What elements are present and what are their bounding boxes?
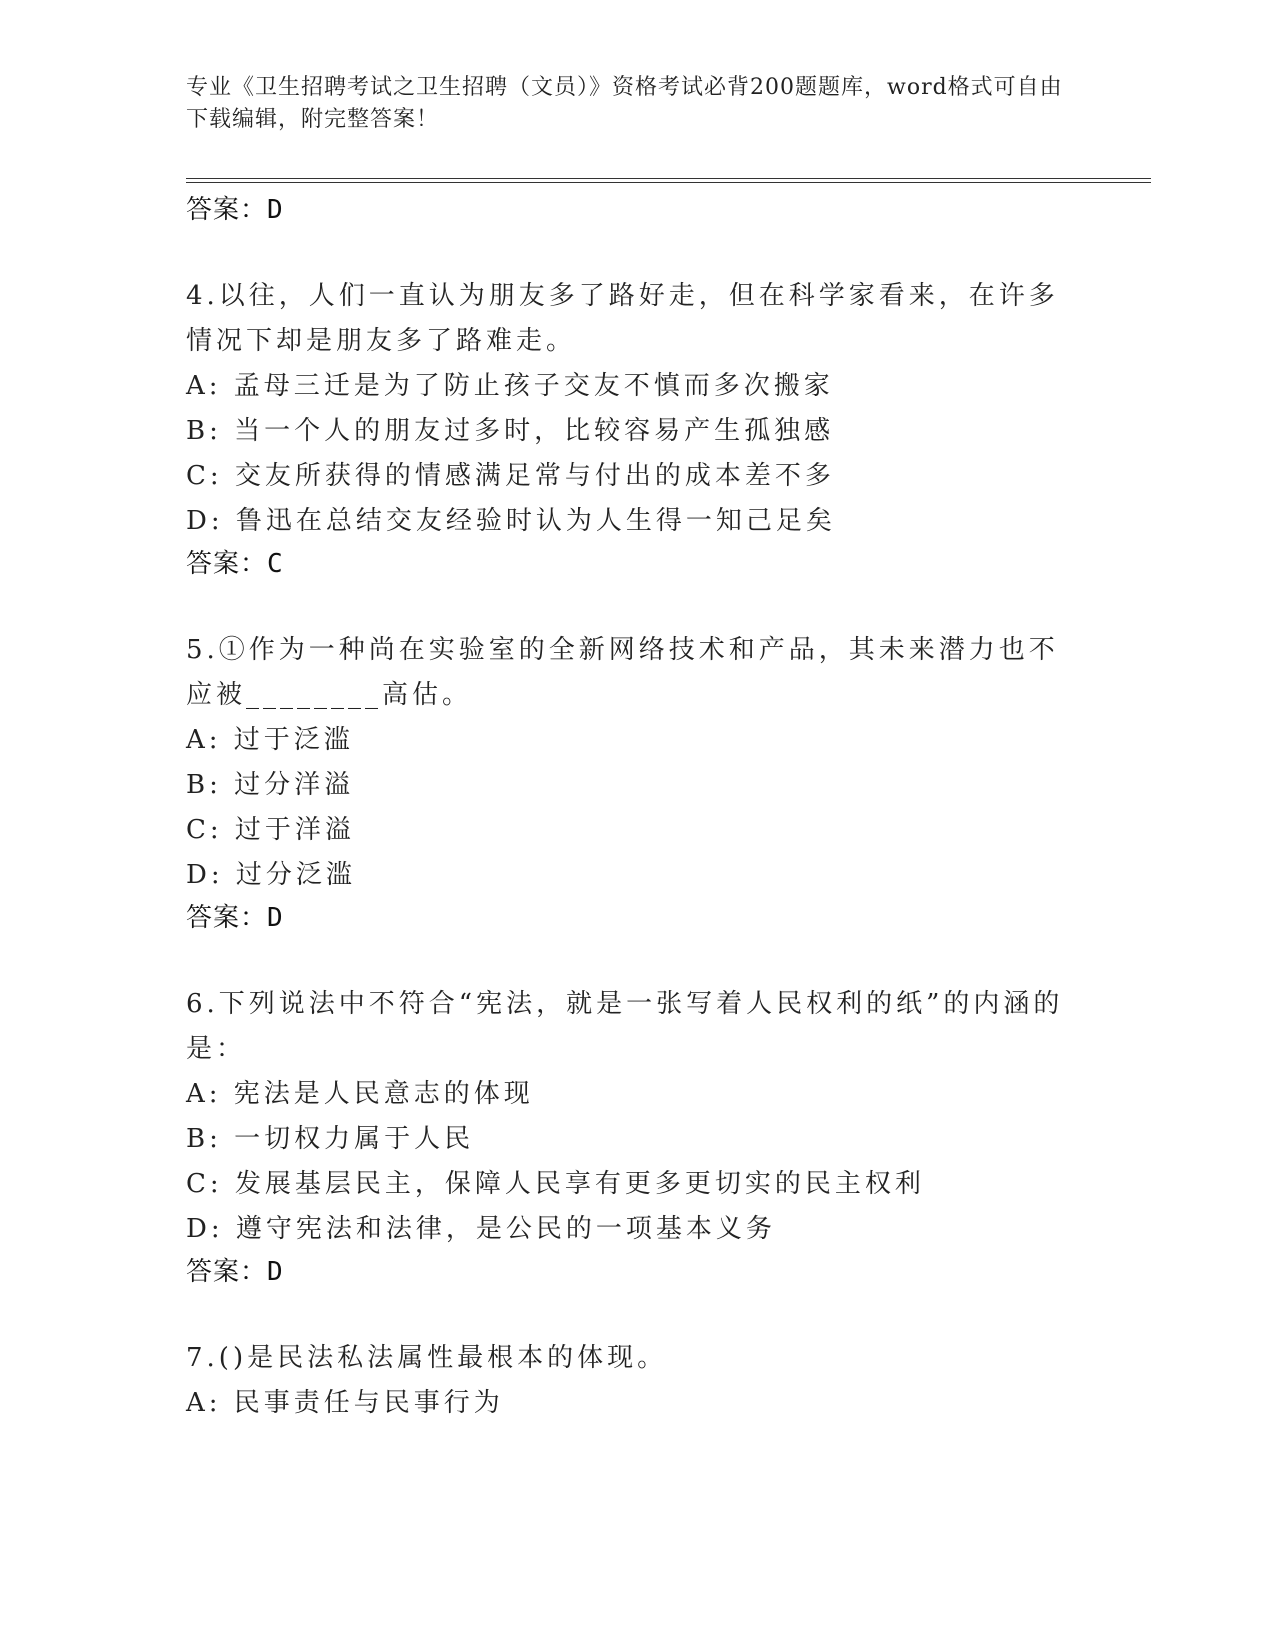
answer-line: [186, 898, 1086, 938]
spacer: [186, 584, 1086, 628]
option-c: C: 交友所获得的情感满足常与付出的成本差不多: [186, 461, 835, 491]
answer-value: D: [267, 195, 284, 225]
answer-line: [186, 544, 1086, 584]
header-rule-bottom: [186, 182, 1151, 183]
answer-prefix: 答案：: [186, 195, 268, 225]
option-d: D: 遵守宪法和法律，是公民的一项基本义务: [186, 1214, 776, 1244]
answer-line: [186, 190, 1086, 230]
spacer: [186, 938, 1086, 982]
option-a: A: 孟母三迁是为了防止孩子交友不慎而多次搬家: [186, 371, 834, 401]
question-text: 6.下列说法中不符合“宪法，就是一张写着人民权利的纸”的内涵的是：: [186, 989, 1064, 1064]
header-rule-top: [186, 178, 1151, 179]
option-d: D: 鲁迅在总结交友经验时认为人生得一知己足矣: [186, 506, 836, 536]
spacer: [186, 230, 1086, 274]
question-text: 5.①作为一种尚在实验室的全新网络技术和产品，其未来潜力也不应被________高估。: [186, 635, 1059, 710]
answer-value: C: [267, 549, 284, 579]
option-b: B: 当一个人的朋友过多时，比较容易产生孤独感: [186, 416, 835, 446]
option-c: C: 发展基层民主，保障人民享有更多更切实的民主权利: [186, 1169, 925, 1199]
page-header: 专业《卫生招聘考试之卫生招聘（文员）》资格考试必背200题题库，word格式可自由下载编辑，附完整答案！: [186, 75, 1063, 132]
answer-prefix: 答案：: [186, 903, 268, 933]
answer-value: D: [267, 1257, 284, 1287]
question-text: 4.以往，人们一直认为朋友多了路好走，但在科学家看来，在许多情况下却是朋友多了路难走。: [186, 281, 1059, 356]
document-body: [186, 190, 1086, 1426]
option-a: A: 民事责任与民事行为: [186, 1388, 504, 1418]
answer-prefix: 答案：: [186, 1257, 268, 1287]
option-b: B: 一切权力属于人民: [186, 1124, 475, 1154]
option-a: A: 宪法是人民意志的体现: [186, 1079, 534, 1109]
question-text: 7.()是民法私法属性最根本的体现。: [186, 1343, 668, 1373]
option-c: C: 过于洋溢: [186, 815, 355, 845]
answer-line: [186, 1252, 1086, 1292]
option-d: D: 过分泛滥: [186, 860, 356, 890]
spacer: [186, 1292, 1086, 1336]
answer-value: D: [267, 903, 284, 933]
answer-prefix: 答案：: [186, 549, 268, 579]
option-a: A: 过于泛滥: [186, 725, 354, 755]
option-b: B: 过分洋溢: [186, 770, 355, 800]
